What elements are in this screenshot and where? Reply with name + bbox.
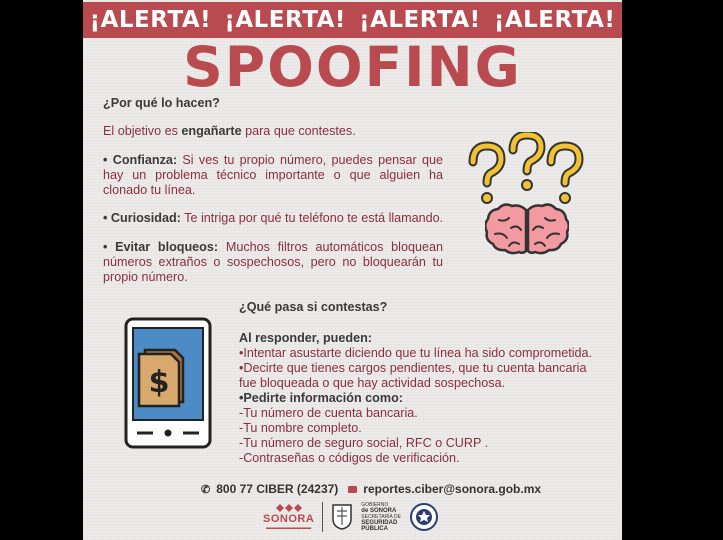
coat-of-arms-icon: [331, 503, 353, 531]
pedirte-heading: •Pedirte información como:: [239, 391, 403, 405]
sonora-logo-tagline: ▬▬▬▬▬▬▬▬▬: [266, 525, 312, 531]
question-why: ¿Por qué lo hacen?: [103, 96, 220, 110]
sonora-logo: SONORA ▬▬▬▬▬▬▬▬▬: [263, 503, 314, 531]
email-icon: [348, 486, 357, 493]
phone-dollar-icon: [123, 316, 213, 450]
list-item: -Tu nombre completo.: [239, 421, 362, 435]
phone-icon: ✆: [201, 483, 211, 496]
list-item: -Contraseñas o códigos de verificación.: [239, 451, 460, 465]
page-title: SPOOFING: [183, 35, 522, 99]
alert-text: ¡ALERTA!: [493, 7, 616, 33]
paragraph-evitar: • Evitar bloqueos: Muchos filtros automáticos bloquean números extraños o sospechosos, pero no bloquearán tu propio número.: [103, 240, 443, 284]
security-seal-icon: [409, 502, 439, 532]
alert-text: ¡ALERTA!: [89, 7, 212, 33]
list-item: -Tu número de seguro social, RFC o CURP .: [239, 436, 489, 450]
phone-number[interactable]: 800 77 CIBER (24237): [216, 482, 339, 496]
paragraph-objetivo: El objetivo es engañarte para que contestes.: [103, 124, 356, 138]
list-item: •Decirte que tienes cargos pendientes, que tu cuenta bancaria: [239, 361, 587, 375]
response-list: [239, 331, 599, 466]
list-item: -Tu número de cuenta bancaria.: [239, 406, 418, 420]
alert-text: ¡ALERTA!: [359, 7, 481, 33]
response-intro: Al responder, pueden:: [239, 331, 372, 345]
sonora-emblem-icon: [274, 503, 304, 513]
alert-banner: [83, 2, 622, 38]
brain-icon: [485, 202, 569, 258]
list-item: •Intentar asustarte diciendo que tu línea ha sido comprometida.: [239, 346, 593, 360]
logo-divider: [322, 502, 323, 532]
paragraph-curiosidad: • Curiosidad: Te intriga por qué tu teléfono te está llamando.: [103, 211, 444, 225]
logos-footer: [263, 497, 443, 537]
email-address[interactable]: reportes.ciber@sonora.gob.mx: [363, 482, 542, 496]
paragraph-confianza: • Confianza: Si ves tu propio número, puedes pensar que hay un problema técnico importante o que alguien ha clonado tu línea.: [103, 153, 443, 197]
contact-line: [201, 482, 541, 496]
question-what-happens: ¿Qué pasa si contestas?: [239, 300, 388, 314]
svg-text:$: $: [148, 365, 170, 400]
list-item: fue bloqueada o que hay actividad sospechosa.: [239, 376, 506, 390]
alert-text: ¡ALERTA!: [224, 7, 346, 33]
question-marks-icon: [461, 132, 591, 208]
poster: [83, 0, 622, 540]
government-text: GOBIERNO de SONORA SECRETARÍA DE SEGURIDAD PÚBLICA: [361, 502, 401, 532]
